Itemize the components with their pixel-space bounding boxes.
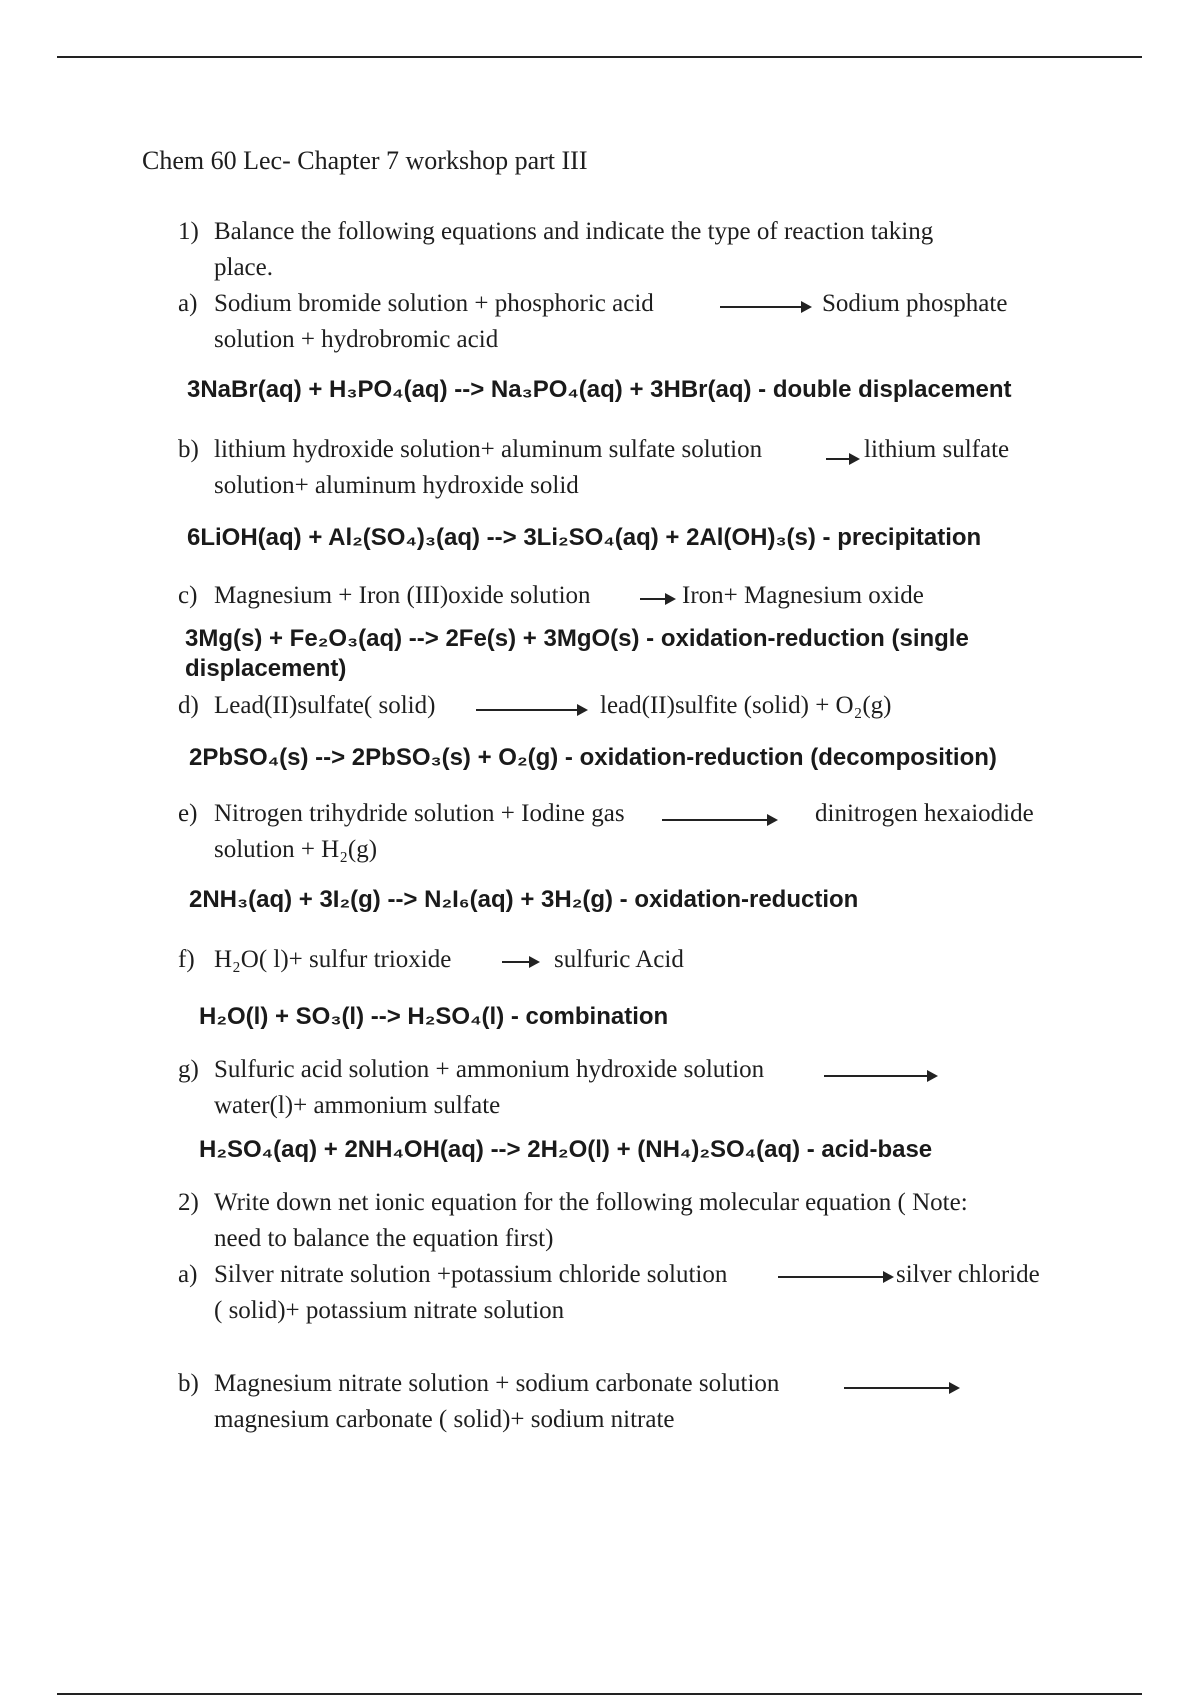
item-c-reactants: Magnesium + Iron (III)oxide solution — [214, 582, 591, 609]
item-e-products: dinitrogen hexaiodide — [815, 800, 1034, 827]
bottom-rule — [57, 1693, 1142, 1695]
item-c-products: Iron+ Magnesium oxide — [682, 582, 924, 609]
item-a-label: a) — [178, 290, 198, 317]
reaction-arrow-icon — [640, 598, 674, 600]
q2-item-a-line2: ( solid)+ potassium nitrate solution — [214, 1297, 565, 1324]
q2-item-b-label: b) — [178, 1370, 199, 1397]
reaction-arrow-icon — [778, 1276, 892, 1278]
item-a-products: Sodium phosphate — [822, 290, 1008, 317]
question-2-text-line1: Write down net ionic equation for the following molecular equation ( Note: — [214, 1189, 968, 1216]
item-c-answer-line2: displacement) — [185, 655, 347, 682]
item-f-answer: H₂O(l) + SO₃(l) --> H₂SO₄(l) - combination — [199, 1003, 669, 1030]
item-d-reactants: Lead(II)sulfate( solid) — [214, 692, 436, 719]
item-g-reactants: Sulfuric acid solution + ammonium hydroxide solution — [214, 1056, 765, 1083]
item-g-answer: H₂SO₄(aq) + 2NH₄OH(aq) --> 2H₂O(l) + (NH₄)₂SO₄(aq) - acid-base — [199, 1136, 933, 1163]
item-e-label: e) — [178, 800, 198, 827]
item-c-answer-line1: 3Mg(s) + Fe₂O₃(aq) --> 2Fe(s) + 3MgO(s) - oxidation-reduction (single — [185, 625, 969, 652]
question-1-text-line1: Balance the following equations and indicate the type of reaction taking — [214, 218, 934, 245]
q2-item-b-reactants: Magnesium nitrate solution + sodium carbonate solution — [214, 1370, 780, 1397]
question-2-number: 2) — [178, 1189, 199, 1216]
reaction-arrow-icon — [824, 1075, 936, 1077]
item-e-line2: solution + H₂(g) — [214, 836, 378, 863]
item-a-line2: solution + hydrobromic acid — [214, 326, 499, 353]
item-b-line2: solution+ aluminum hydroxide solid — [214, 472, 579, 499]
q2-item-a-products: silver chloride — [896, 1261, 1040, 1288]
item-e-answer: 2NH₃(aq) + 3I₂(g) --> N₂I₆(aq) + 3H₂(g) - oxidation-reduction — [189, 886, 859, 913]
item-f-label: f) — [178, 946, 195, 973]
item-b-products: lithium sulfate — [864, 436, 1010, 463]
q2-item-a-label: a) — [178, 1261, 198, 1288]
page-title: Chem 60 Lec- Chapter 7 workshop part III — [142, 146, 588, 175]
item-b-label: b) — [178, 436, 199, 463]
item-b-answer: 6LiOH(aq) + Al₂(SO₄)₃(aq) --> 3Li₂SO₄(aq) + 2Al(OH)₃(s) - precipitation — [187, 524, 982, 551]
item-b-reactants: lithium hydroxide solution+ aluminum sulfate solution — [214, 436, 763, 463]
item-e-reactants: Nitrogen trihydride solution + Iodine gas — [214, 800, 625, 827]
item-f-reactants: H₂O( l)+ sulfur trioxide — [214, 946, 452, 973]
item-d-answer: 2PbSO₄(s) --> 2PbSO₃(s) + O₂(g) - oxidation-reduction (decomposition) — [189, 744, 997, 771]
question-1-number: 1) — [178, 218, 199, 245]
reaction-arrow-icon — [662, 819, 776, 821]
question-1-text-line2: place. — [214, 254, 273, 281]
reaction-arrow-icon — [502, 961, 538, 963]
item-f-products: sulfuric Acid — [554, 946, 684, 973]
reaction-arrow-icon — [720, 306, 810, 308]
reaction-arrow-icon — [844, 1387, 958, 1389]
reaction-arrow-icon — [826, 458, 858, 460]
q2-item-a-reactants: Silver nitrate solution +potassium chloride solution — [214, 1261, 728, 1288]
item-d-label: d) — [178, 692, 199, 719]
q2-item-b-line2: magnesium carbonate ( solid)+ sodium nitrate — [214, 1406, 675, 1433]
item-g-line2: water(l)+ ammonium sulfate — [214, 1092, 501, 1119]
item-g-label: g) — [178, 1056, 199, 1083]
item-a-reactants: Sodium bromide solution + phosphoric acid — [214, 290, 654, 317]
item-d-products: lead(II)sulfite (solid) + O₂(g) — [600, 692, 892, 719]
top-rule — [57, 56, 1142, 58]
item-a-answer: 3NaBr(aq) + H₃PO₄(aq) --> Na₃PO₄(aq) + 3HBr(aq) - double displacement — [187, 376, 1012, 403]
item-c-label: c) — [178, 582, 198, 609]
question-2-text-line2: need to balance the equation first) — [214, 1225, 554, 1252]
reaction-arrow-icon — [476, 709, 586, 711]
